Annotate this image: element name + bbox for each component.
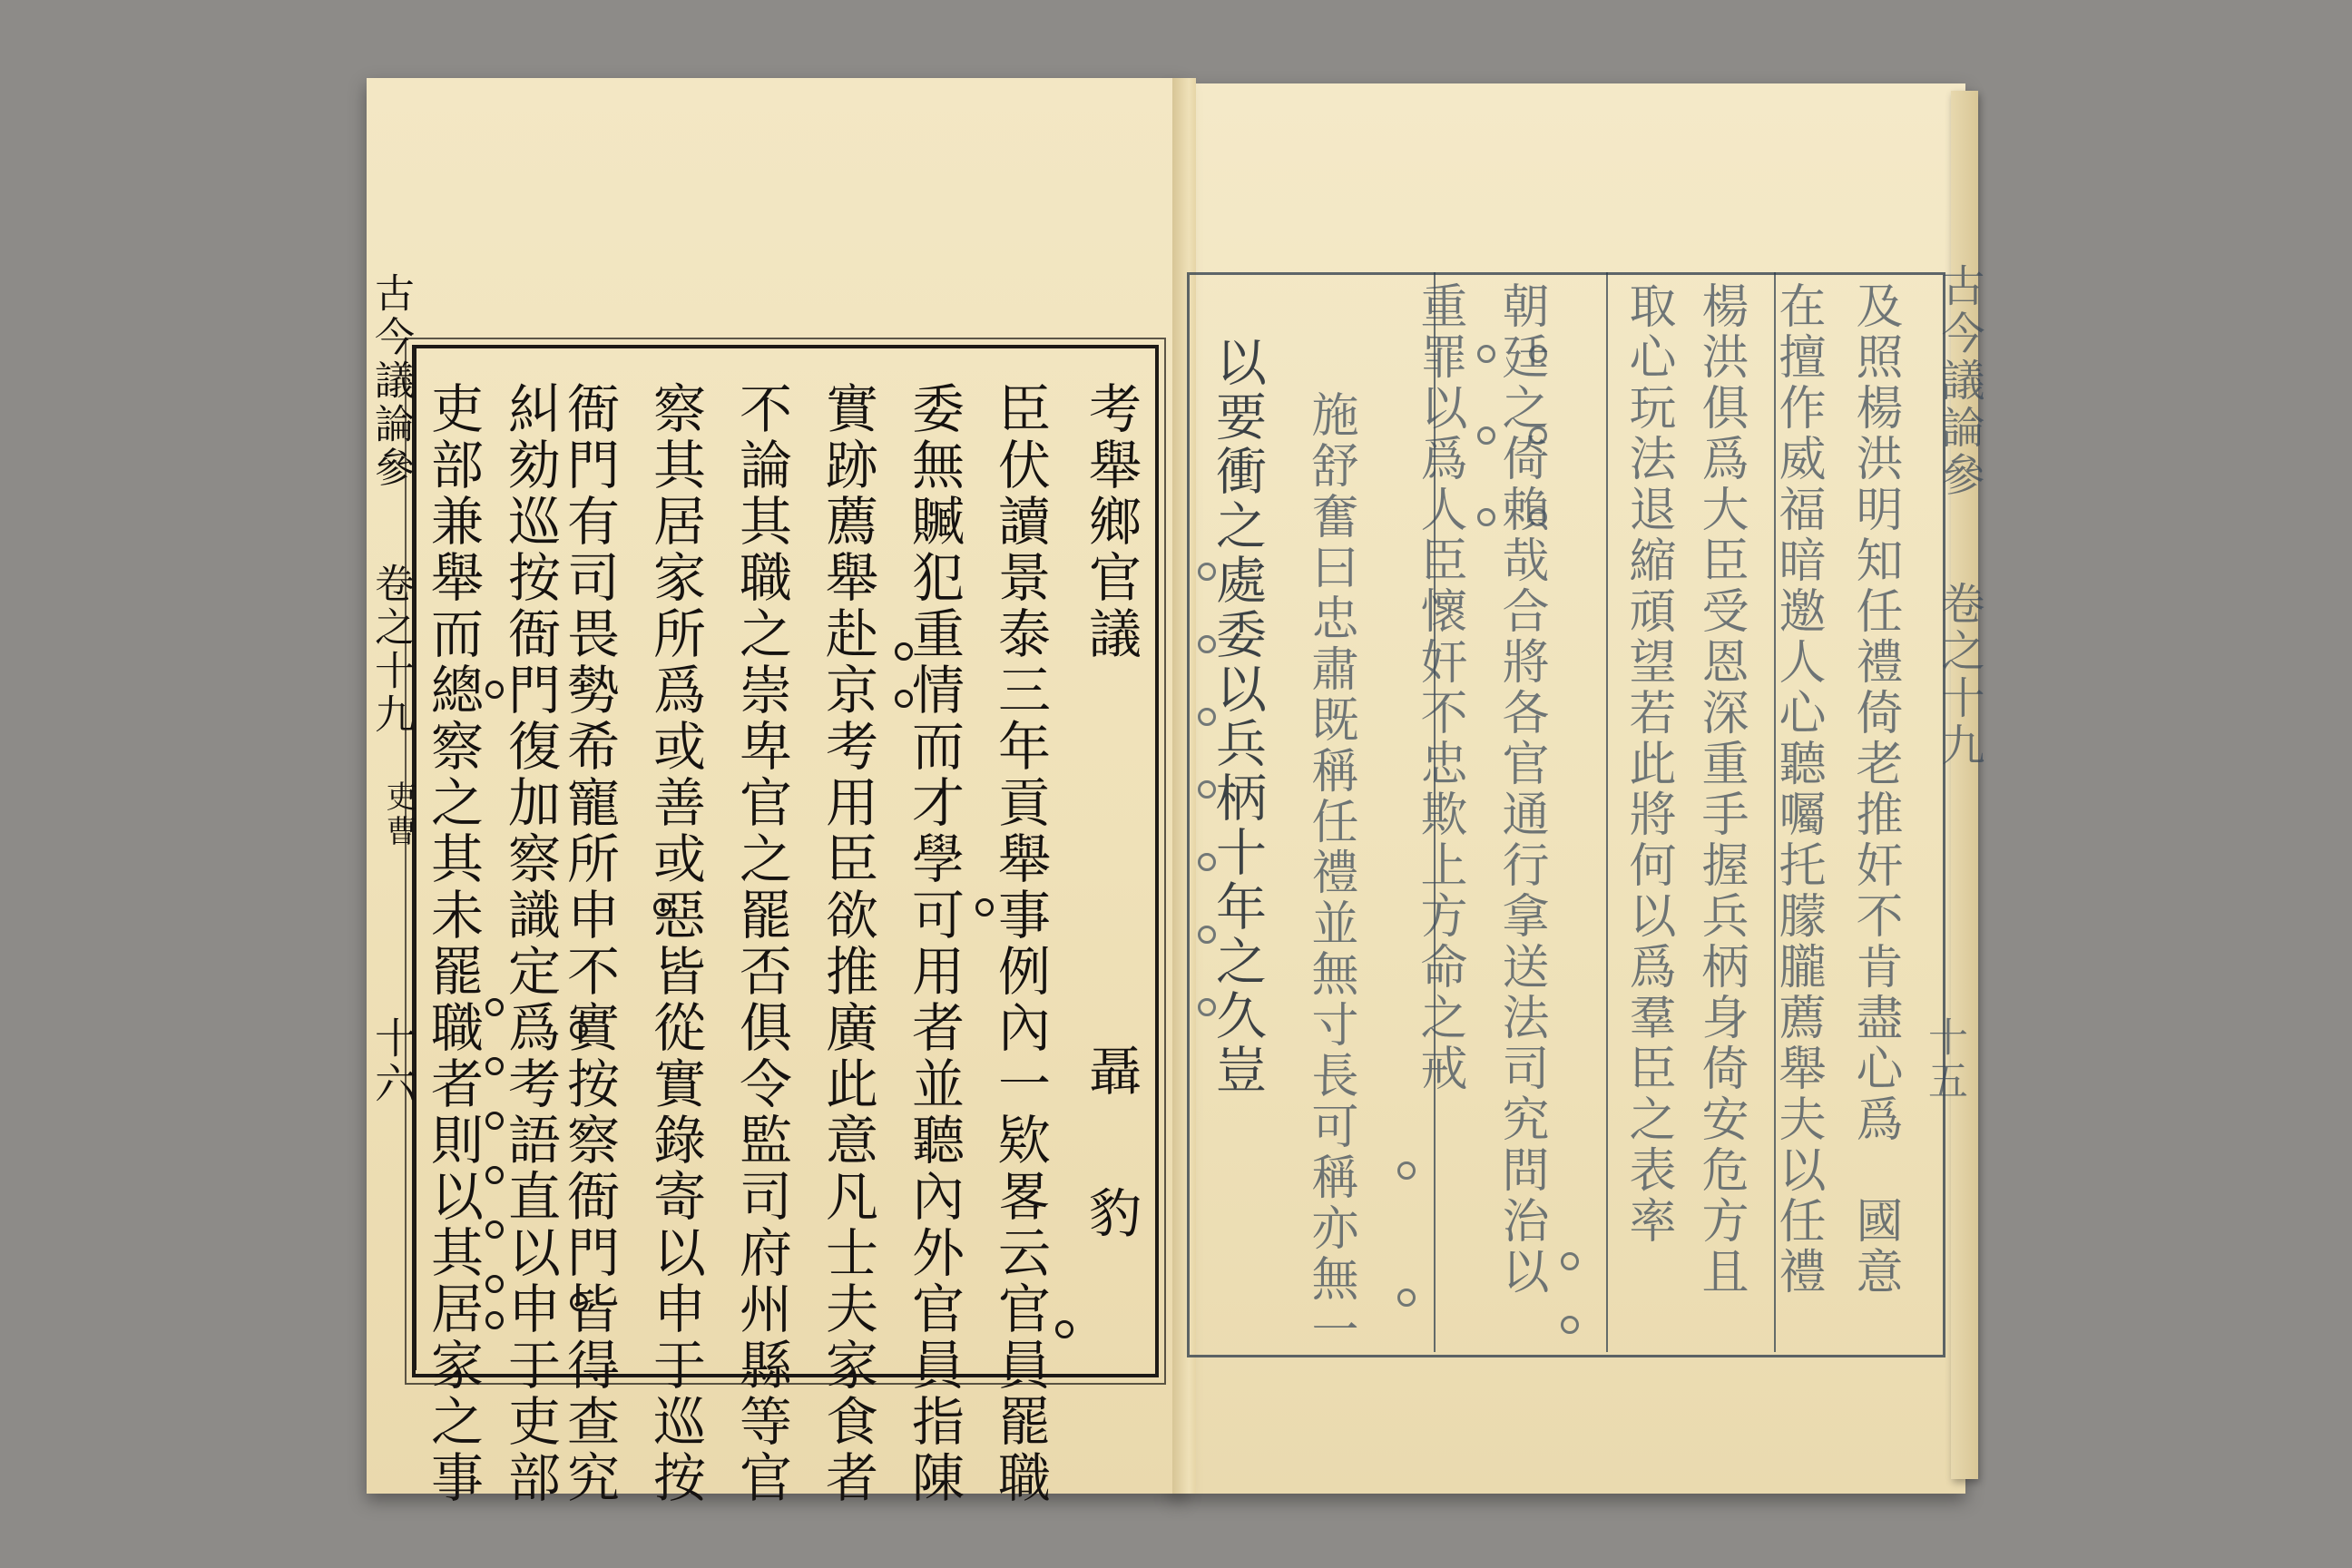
margin-section: 吏曹 (380, 780, 416, 849)
text-column: 委無贓犯重情而才學可用者並聽內外官員指陳 (903, 381, 965, 1506)
annotation-circle (895, 642, 913, 661)
annotation-circle (485, 681, 504, 699)
text-column: 取心玩法退縮頑望若此將何以爲羣臣之表率 (1621, 281, 1675, 1247)
margin-title: 古今議論參 (368, 272, 414, 490)
annotation-circle (485, 1166, 504, 1184)
right-folio: 十五 (1921, 1016, 1967, 1103)
right-margin-title: 古今議論參 (1934, 263, 1984, 499)
annotation-circle (1198, 926, 1216, 944)
text-column: 衙門有司畏勢希寵所申不實按察衙門皆得查究 (558, 381, 620, 1506)
annotation-circle (485, 1112, 504, 1130)
annotation-circle (1477, 426, 1495, 445)
essay-heading: 考舉鄉官議 (1080, 381, 1142, 662)
margin-volume: 卷之十九 (368, 563, 414, 737)
annotation-circle (1477, 345, 1495, 363)
text-column: 重罪以爲人臣懷奸不忠欺上方命之戒 (1412, 281, 1466, 1094)
annotation-circle (653, 898, 671, 916)
annotation-circle (1198, 708, 1216, 726)
annotation-circle (485, 1275, 504, 1293)
left-folio: 十六 (368, 1016, 417, 1107)
text-column: 施舒奮曰忠肅既稱任禮並無寸長可稱亦無一 (1303, 390, 1357, 1356)
annotation-circle (1198, 563, 1216, 581)
left-page-margin-column (367, 345, 416, 1370)
essay-author: 聶 豹 (1080, 1044, 1142, 1275)
annotation-circle (1477, 508, 1495, 526)
annotation-circle (485, 1311, 504, 1329)
annotation-circle (895, 690, 913, 708)
annotation-circle (1198, 780, 1216, 799)
annotation-circle (570, 1021, 588, 1039)
annotation-circle (1529, 345, 1547, 363)
text-column: 及照楊洪明知任禮倚老推奸不肯盡心爲 國意 (1847, 281, 1902, 1298)
annotation-circle (1397, 1289, 1416, 1307)
text-column: 楊洪俱爲大臣受恩深重手握兵柄身倚安危方且 (1693, 281, 1748, 1298)
annotation-circle (485, 1220, 504, 1239)
text-column: 朝廷之倚賴哉合將各官通行拿送法司究問治以 (1494, 281, 1548, 1298)
text-column: 糾劾巡按衙門復加察識定爲考語直以申于吏部 (499, 381, 561, 1506)
column-rule (1606, 272, 1608, 1352)
right-page-frame (1187, 272, 1945, 1357)
annotation-circle (975, 898, 994, 916)
text-column: 在擅作威福暗邀人心聽囑托朦朧薦舉夫以任禮 (1770, 281, 1825, 1298)
annotation-circle (1561, 1316, 1579, 1334)
annotation-circle (485, 998, 504, 1016)
annotation-circle (1561, 1252, 1579, 1270)
annotation-circle (1055, 1320, 1073, 1338)
annotation-circle (1198, 853, 1216, 871)
annotation-circle (1198, 998, 1216, 1016)
annotation-circle (1529, 508, 1547, 526)
right-margin-volume: 卷之十九 (1934, 581, 1984, 769)
annotation-circle (485, 1057, 504, 1075)
annotation-circle (1529, 426, 1547, 445)
text-column: 實跡薦舉赴京考用臣欲推廣此意凡士夫家食者 (817, 381, 878, 1506)
text-column: 以要衝之處委以兵柄十年之久豈 (1208, 336, 1267, 1098)
text-column: 不論其職之崇卑官之罷否俱令監司府州縣等官 (730, 381, 792, 1506)
annotation-circle (570, 1293, 588, 1311)
annotation-circle (1198, 635, 1216, 653)
text-column: 察其居家所爲或善或惡皆從實錄寄以申于巡按 (644, 381, 706, 1506)
text-column: 臣伏讀景泰三年貢舉事例內一欵畧云官員罷職 (989, 381, 1051, 1506)
text-column: 吏部兼舉而總察之其未罷職者則以其居家之事 (422, 381, 484, 1506)
annotation-circle (1397, 1161, 1416, 1180)
